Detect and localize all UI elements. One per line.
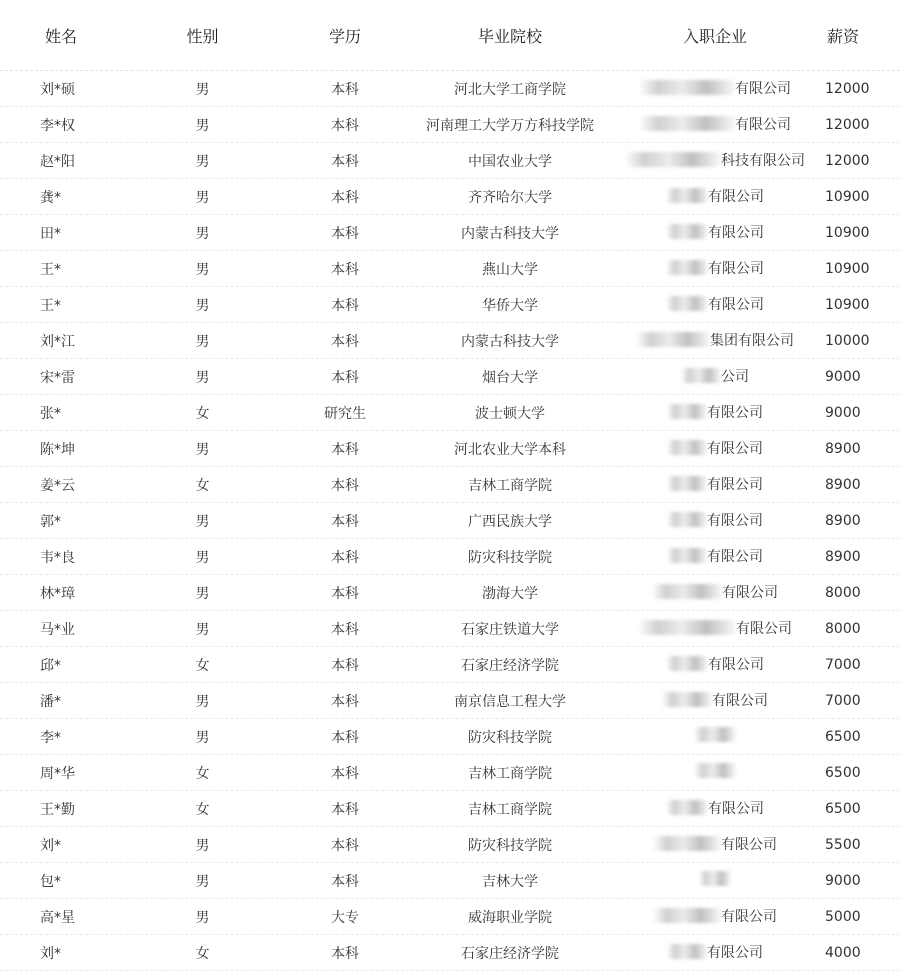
cell-school: 河南理工大学万方科技学院 <box>426 117 594 134</box>
cell-salary: 12000 <box>825 152 870 169</box>
cell-education: 本科 <box>331 801 359 818</box>
cell-salary: 10900 <box>825 188 870 205</box>
cell-company <box>615 727 815 746</box>
redacted-company-blur <box>666 296 708 311</box>
company-name <box>639 78 791 98</box>
cell-education: 本科 <box>331 765 359 782</box>
company-suffix: 有限公司 <box>707 944 763 961</box>
cell-company <box>615 618 815 640</box>
table-row <box>0 215 900 251</box>
cell-gender: 女 <box>195 405 210 422</box>
redacted-company-blur <box>636 332 710 347</box>
redacted-company-blur <box>666 224 708 239</box>
cell-gender: 女 <box>195 477 210 494</box>
redacted-company-blur <box>681 368 721 383</box>
cell-company <box>615 186 815 208</box>
header-salary: 薪资 <box>827 26 860 46</box>
cell-gender: 男 <box>195 225 210 242</box>
table-row <box>0 467 900 503</box>
table-row <box>0 395 900 431</box>
cell-name: 周*华 <box>40 765 75 782</box>
cell-name: 张* <box>40 405 61 422</box>
company-name <box>666 258 764 278</box>
cell-education: 本科 <box>331 621 359 638</box>
table-row <box>0 611 900 647</box>
company-suffix: 集团有限公司 <box>710 332 794 349</box>
cell-gender: 女 <box>195 657 210 674</box>
table-row <box>0 575 900 611</box>
cell-name: 陈*坤 <box>40 441 75 458</box>
company-name <box>667 546 763 566</box>
cell-company <box>615 438 815 460</box>
cell-salary: 8000 <box>825 584 861 601</box>
cell-school: 防灾科技学院 <box>468 549 552 566</box>
cell-gender: 男 <box>195 585 210 602</box>
redacted-company-blur <box>662 692 712 707</box>
cell-gender: 男 <box>195 189 210 206</box>
cell-education: 本科 <box>331 261 359 278</box>
cell-name: 包* <box>40 873 61 890</box>
cell-school: 防灾科技学院 <box>468 837 552 854</box>
cell-salary: 5500 <box>825 836 861 853</box>
cell-name: 邱* <box>40 657 61 674</box>
cell-school: 中国农业大学 <box>468 153 552 170</box>
cell-salary: 10900 <box>825 296 870 313</box>
cell-name: 宋*雷 <box>40 369 75 386</box>
cell-gender: 男 <box>195 117 210 134</box>
cell-company <box>615 582 815 604</box>
cell-name: 林*璋 <box>40 585 75 602</box>
company-suffix: 有限公司 <box>736 620 792 637</box>
cell-education: 本科 <box>331 153 359 170</box>
redacted-company-blur <box>694 727 736 742</box>
cell-name: 高*星 <box>40 909 75 926</box>
cell-salary: 8000 <box>825 620 861 637</box>
company-suffix: 有限公司 <box>707 548 763 565</box>
table-row <box>0 539 900 575</box>
cell-education: 本科 <box>331 945 359 962</box>
redacted-company-blur <box>694 763 736 778</box>
table-row <box>0 827 900 863</box>
cell-education: 本科 <box>331 585 359 602</box>
company-name <box>666 798 764 818</box>
cell-school: 威海职业学院 <box>468 909 552 926</box>
company-name <box>636 330 794 350</box>
cell-salary: 8900 <box>825 440 861 457</box>
company-suffix: 有限公司 <box>735 80 791 97</box>
cell-name: 郭* <box>40 513 61 530</box>
cell-education: 研究生 <box>324 405 366 422</box>
cell-gender: 男 <box>195 261 210 278</box>
company-name <box>666 654 764 674</box>
cell-gender: 男 <box>195 153 210 170</box>
cell-name: 王*勤 <box>40 801 75 818</box>
cell-education: 本科 <box>331 693 359 710</box>
cell-school: 河北大学工商学院 <box>454 81 566 98</box>
cell-company <box>615 474 815 496</box>
table-row <box>0 431 900 467</box>
redacted-company-blur <box>667 512 707 527</box>
company-suffix: 有限公司 <box>708 188 764 205</box>
company-name <box>667 402 763 422</box>
cell-salary: 10900 <box>825 260 870 277</box>
cell-name: 刘* <box>40 837 61 854</box>
cell-company <box>615 942 815 964</box>
cell-school: 齐齐哈尔大学 <box>468 189 552 206</box>
cell-company <box>615 114 815 136</box>
cell-salary: 9000 <box>825 872 861 889</box>
cell-education: 本科 <box>331 729 359 746</box>
cell-salary: 5000 <box>825 908 861 925</box>
cell-education: 本科 <box>331 873 359 890</box>
cell-gender: 男 <box>195 441 210 458</box>
cell-company <box>615 834 815 856</box>
cell-name: 姜*云 <box>40 477 75 494</box>
company-name <box>667 510 763 530</box>
company-name <box>666 222 764 242</box>
redacted-company-blur <box>625 152 721 167</box>
cell-name: 赵*阳 <box>40 153 75 170</box>
cell-gender: 女 <box>195 765 210 782</box>
cell-name: 王* <box>40 297 61 314</box>
cell-school: 燕山大学 <box>482 261 538 278</box>
table-row <box>0 323 900 359</box>
redacted-company-blur <box>667 944 707 959</box>
company-suffix: 有限公司 <box>708 260 764 277</box>
cell-education: 大专 <box>331 909 359 926</box>
company-suffix: 有限公司 <box>721 836 777 853</box>
cell-school: 渤海大学 <box>482 585 538 602</box>
cell-gender: 男 <box>195 333 210 350</box>
table-row <box>0 755 900 791</box>
cell-school: 内蒙古科技大学 <box>461 333 559 350</box>
company-suffix: 有限公司 <box>708 656 764 673</box>
table-row <box>0 179 900 215</box>
cell-gender: 女 <box>195 945 210 962</box>
table-row <box>0 503 900 539</box>
cell-gender: 男 <box>195 513 210 530</box>
company-suffix: 有限公司 <box>721 908 777 925</box>
company-name <box>694 763 736 778</box>
cell-company <box>615 763 815 782</box>
cell-salary: 7000 <box>825 656 861 673</box>
cell-gender: 男 <box>195 873 210 890</box>
redacted-company-blur <box>666 188 708 203</box>
cell-salary: 10000 <box>825 332 870 349</box>
company-name <box>694 727 736 742</box>
cell-education: 本科 <box>331 369 359 386</box>
redacted-company-blur <box>652 584 722 599</box>
cell-company <box>615 510 815 532</box>
cell-name: 李* <box>40 729 61 746</box>
cell-school: 河北农业大学本科 <box>454 441 566 458</box>
cell-salary: 8900 <box>825 548 861 565</box>
cell-education: 本科 <box>331 81 359 98</box>
cell-school: 波士顿大学 <box>475 405 545 422</box>
redacted-company-blur <box>667 404 707 419</box>
cell-salary: 12000 <box>825 116 870 133</box>
cell-name: 刘*江 <box>40 333 75 350</box>
cell-company <box>615 906 815 928</box>
cell-gender: 男 <box>195 909 210 926</box>
cell-school: 南京信息工程大学 <box>454 693 566 710</box>
table-header <box>0 0 900 71</box>
cell-company <box>615 330 815 352</box>
cell-education: 本科 <box>331 189 359 206</box>
redacted-company-blur <box>639 80 735 95</box>
cell-gender: 男 <box>195 837 210 854</box>
redacted-company-blur <box>638 620 736 635</box>
cell-education: 本科 <box>331 837 359 854</box>
cell-education: 本科 <box>331 513 359 530</box>
cell-salary: 8900 <box>825 476 861 493</box>
company-name <box>662 690 768 710</box>
cell-school: 吉林工商学院 <box>468 765 552 782</box>
cell-school: 石家庄经济学院 <box>461 945 559 962</box>
table-row <box>0 863 900 899</box>
cell-company <box>615 294 815 316</box>
company-name <box>653 906 777 926</box>
company-suffix: 有限公司 <box>707 512 763 529</box>
cell-education: 本科 <box>331 441 359 458</box>
table-body <box>0 71 900 971</box>
redacted-company-blur <box>667 548 707 563</box>
cell-gender: 女 <box>195 801 210 818</box>
header-company: 入职企业 <box>682 26 747 46</box>
table-row <box>0 899 900 935</box>
cell-school: 防灾科技学院 <box>468 729 552 746</box>
cell-school: 内蒙古科技大学 <box>461 225 559 242</box>
table-row <box>0 683 900 719</box>
table-row <box>0 71 900 107</box>
cell-education: 本科 <box>331 549 359 566</box>
redacted-company-blur <box>666 800 708 815</box>
redacted-company-blur <box>699 871 731 886</box>
company-suffix: 有限公司 <box>708 800 764 817</box>
company-suffix: 公司 <box>721 368 749 385</box>
cell-school: 广西民族大学 <box>468 513 552 530</box>
cell-salary: 6500 <box>825 728 861 745</box>
cell-gender: 男 <box>195 621 210 638</box>
company-suffix: 有限公司 <box>708 296 764 313</box>
header-school: 毕业院校 <box>477 26 542 46</box>
cell-education: 本科 <box>331 657 359 674</box>
redacted-company-blur <box>639 116 735 131</box>
company-name <box>667 474 763 494</box>
table-row <box>0 791 900 827</box>
redacted-company-blur <box>666 260 708 275</box>
company-name <box>681 366 749 386</box>
cell-name: 刘* <box>40 945 61 962</box>
cell-company <box>615 222 815 244</box>
cell-school: 吉林大学 <box>482 873 538 890</box>
company-name <box>666 294 764 314</box>
cell-salary: 8900 <box>825 512 861 529</box>
redacted-company-blur <box>667 440 707 455</box>
cell-gender: 男 <box>195 729 210 746</box>
cell-education: 本科 <box>331 477 359 494</box>
cell-salary: 6500 <box>825 800 861 817</box>
cell-salary: 7000 <box>825 692 861 709</box>
cell-gender: 男 <box>195 81 210 98</box>
table-row <box>0 287 900 323</box>
cell-school: 吉林工商学院 <box>468 477 552 494</box>
table-row <box>0 935 900 971</box>
cell-salary: 12000 <box>825 80 870 97</box>
company-suffix: 有限公司 <box>735 116 791 133</box>
company-name <box>667 438 763 458</box>
cell-company <box>615 546 815 568</box>
cell-company <box>615 798 815 820</box>
redacted-company-blur <box>667 476 707 491</box>
cell-name: 田* <box>40 225 61 242</box>
cell-name: 龚* <box>40 189 61 206</box>
cell-company <box>615 690 815 712</box>
header-education: 学历 <box>328 26 361 46</box>
company-name <box>667 942 763 962</box>
table-row <box>0 251 900 287</box>
company-name <box>666 186 764 206</box>
cell-education: 本科 <box>331 225 359 242</box>
table-row <box>0 647 900 683</box>
cell-company <box>615 402 815 424</box>
cell-salary: 10900 <box>825 224 870 241</box>
table-row <box>0 719 900 755</box>
company-name <box>652 582 778 602</box>
company-suffix: 有限公司 <box>707 404 763 421</box>
cell-name: 刘*硕 <box>40 81 75 98</box>
redacted-company-blur <box>653 836 721 851</box>
cell-school: 华侨大学 <box>482 297 538 314</box>
table-row <box>0 359 900 395</box>
cell-salary: 4000 <box>825 944 861 961</box>
cell-company <box>615 150 815 172</box>
company-name <box>653 834 777 854</box>
cell-school: 烟台大学 <box>482 369 538 386</box>
table-row <box>0 107 900 143</box>
cell-salary: 9000 <box>825 404 861 421</box>
company-suffix: 有限公司 <box>707 476 763 493</box>
company-name <box>699 871 731 886</box>
company-name <box>639 114 791 134</box>
cell-company <box>615 78 815 100</box>
company-name <box>625 150 805 170</box>
cell-gender: 男 <box>195 549 210 566</box>
table-row <box>0 143 900 179</box>
header-gender: 性别 <box>186 26 219 46</box>
redacted-company-blur <box>653 908 721 923</box>
cell-gender: 男 <box>195 297 210 314</box>
cell-name: 韦*良 <box>40 549 75 566</box>
cell-gender: 男 <box>195 693 210 710</box>
cell-school: 吉林工商学院 <box>468 801 552 818</box>
company-suffix: 科技有限公司 <box>721 152 805 169</box>
header-name: 姓名 <box>45 26 78 46</box>
cell-education: 本科 <box>331 297 359 314</box>
cell-school: 石家庄经济学院 <box>461 657 559 674</box>
cell-name: 潘* <box>40 693 61 710</box>
cell-name: 李*权 <box>40 117 75 134</box>
cell-name: 王* <box>40 261 61 278</box>
redacted-company-blur <box>666 656 708 671</box>
cell-education: 本科 <box>331 333 359 350</box>
cell-company <box>615 654 815 676</box>
company-suffix: 有限公司 <box>712 692 768 709</box>
cell-school: 石家庄铁道大学 <box>461 621 559 638</box>
cell-company <box>615 258 815 280</box>
company-suffix: 有限公司 <box>707 440 763 457</box>
cell-education: 本科 <box>331 117 359 134</box>
cell-salary: 6500 <box>825 764 861 781</box>
company-suffix: 有限公司 <box>722 584 778 601</box>
company-name <box>638 618 792 638</box>
company-suffix: 有限公司 <box>708 224 764 241</box>
cell-company <box>615 871 815 890</box>
cell-salary: 9000 <box>825 368 861 385</box>
cell-name: 马*业 <box>40 621 75 638</box>
cell-company <box>615 366 815 388</box>
cell-gender: 男 <box>195 369 210 386</box>
